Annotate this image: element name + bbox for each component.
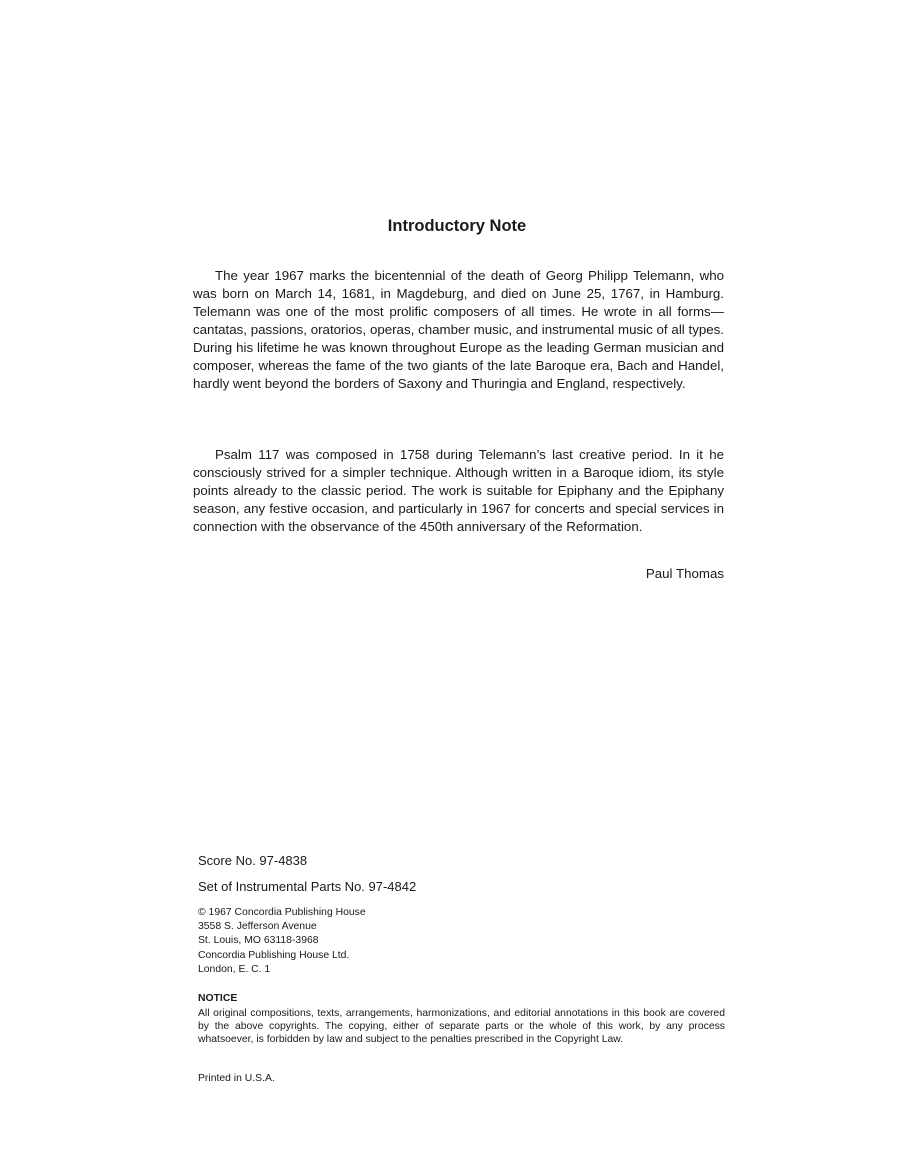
publisher-address <box>198 906 366 977</box>
notice-text: All original compositions, texts, arrangements, harmonizations, and editorial annotations in this book are covered by the above copyrights. The copying, either of separate parts or the whole of this work, by any process whatsoever, is forbidden by law and subject to the penalties prescribed in the Copyright Law. <box>198 1008 725 1046</box>
parts-number: Set of Instrumental Parts No. 97-4842 <box>198 879 417 894</box>
page-title: Introductory Note <box>387 217 527 235</box>
printed-in: Printed in U.S.A. <box>198 1073 275 1084</box>
address-line: © 1967 Concordia Publishing House <box>198 907 366 918</box>
score-number: Score No. 97-4838 <box>198 853 308 868</box>
author-signature: Paul Thomas <box>645 566 724 581</box>
intro-paragraph-1: The year 1967 marks the bicentennial of the death of Georg Philipp Telemann, who was born on March 14, 1681, in Magdeburg, and died on June 25, 1767, in Hamburg. Telemann was one of the most prolific composers of all times. He wrote in all forms—cantatas, passions, oratorios, operas, chamber music, and instrumental music of all types. During his lifetime he was known throughout Europe as the leading German musician and composer, whereas the fame of the two giants of the late Baroque era, Bach and Handel, hardly went beyond the borders of Saxony and Thuringia and England, respectively. <box>193 268 724 391</box>
address-line: St. Louis, MO 63118-3968 <box>198 935 319 947</box>
address-line: 3558 S. Jefferson Avenue <box>198 921 317 933</box>
notice-heading: NOTICE <box>198 993 238 1004</box>
intro-paragraph-2: Psalm 117 was composed in 1758 during Telemann’s last creative period. In it he consciously strived for a simpler technique. Although written in a Baroque idiom, its style points already to the classic period. The work is suitable for Epiphany and the Epiphany season, any festive occasion, and particularly in 1967 for concerts and special services in connection with the observance of the 450th anniversary of the Reformation. <box>193 447 724 534</box>
address-line: London, E. C. 1 <box>198 963 271 975</box>
address-line: Concordia Publishing House Ltd. <box>198 949 350 961</box>
